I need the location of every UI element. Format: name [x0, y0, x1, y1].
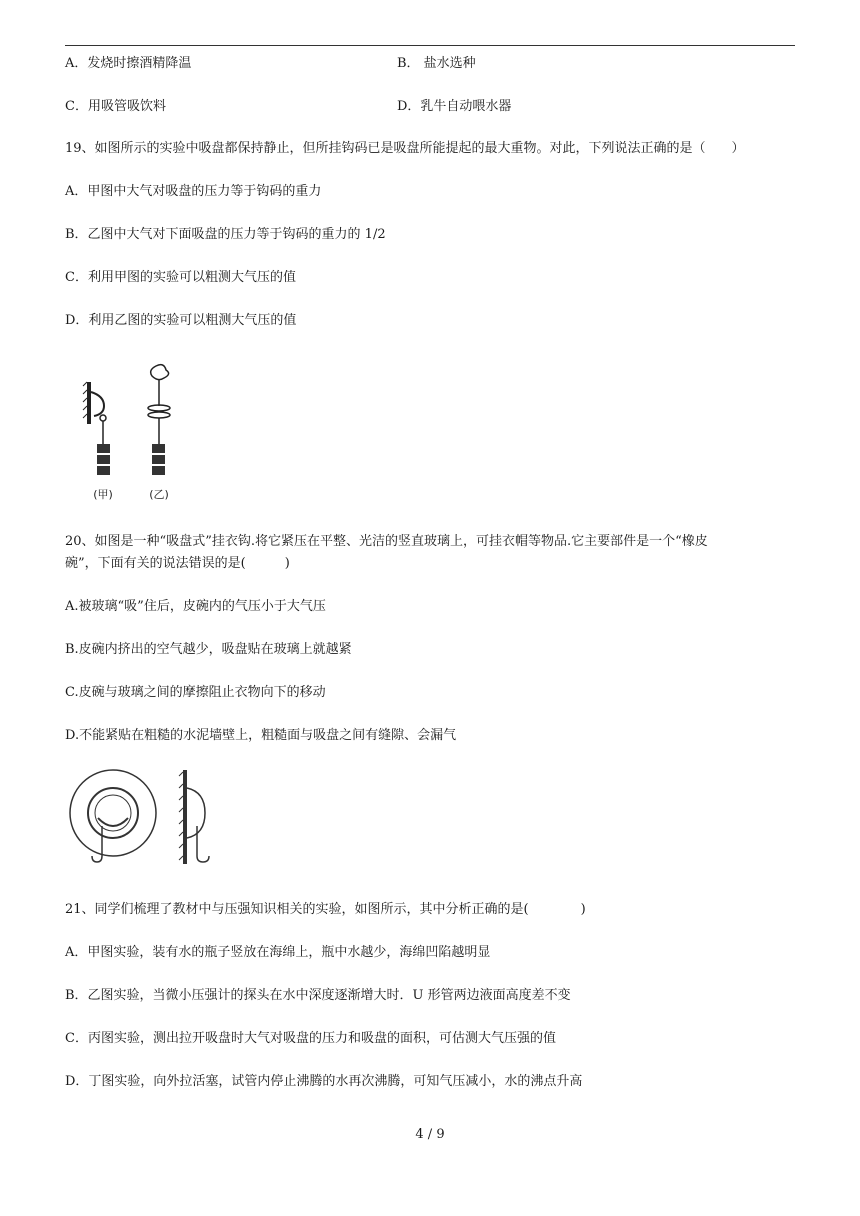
header-rule	[65, 45, 795, 46]
q21-option-b: B．乙图实验，当微小压强计的探头在水中深度逐渐增大时．U 形管两边液面高度差不变	[65, 988, 571, 1003]
q18-option-d: D．乳牛自动喂水器	[397, 99, 512, 114]
q20-option-a: A.被玻璃“吸”住后，皮碗内的气压小于大气压	[65, 599, 326, 614]
q21-option-a: A．甲图实验，装有水的瓶子竖放在海绵上，瓶中水越少，海绵凹陷越明显	[65, 945, 491, 960]
fig-label-yi: (乙)	[149, 488, 169, 501]
suction-hook-figure	[65, 768, 235, 868]
q19-option-c: C．利用甲图的实验可以粗测大气压的值	[65, 270, 296, 285]
q18-option-c: C．用吸管吸饮料	[65, 99, 166, 114]
q21-option-d: D．丁图实验，向外拉活塞，试管内停止沸腾的水再次沸腾，可知气压减小，水的沸点升高	[65, 1074, 583, 1089]
fig-label-jia: (甲)	[93, 488, 113, 501]
q18-option-b: B． 盐水选种	[397, 56, 476, 71]
q20-stem-line1: 20、如图是一种“吸盘式”挂衣钩.将它紧压在平整、光洁的竖直玻璃上，可挂衣帽等物品.它主要部件是一个“橡皮	[65, 534, 708, 549]
q20-option-d: D.不能紧贴在粗糙的水泥墙壁上，粗糙面与吸盘之间有缝隙、会漏气	[65, 728, 457, 743]
q19-option-b: B．乙图中大气对下面吸盘的压力等于钩码的重力的 1/2	[65, 227, 386, 242]
q19-option-d: D．利用乙图的实验可以粗测大气压的值	[65, 313, 297, 328]
q18-option-a: A．发烧时擦酒精降温	[65, 56, 192, 71]
q20-option-c: C.皮碗与玻璃之间的摩擦阻止衣物向下的移动	[65, 685, 326, 700]
q21-stem: 21、同学们梳理了教材中与压强知识相关的实验，如图所示，其中分析正确的是( )	[65, 902, 586, 917]
q21-option-c: C．丙图实验，测出拉开吸盘时大气对吸盘的压力和吸盘的面积，可估测大气压强的值	[65, 1031, 556, 1046]
q20-option-b: B.皮碗内挤出的空气越少，吸盘贴在玻璃上就越紧	[65, 642, 352, 657]
suction-cup-weights-figure	[80, 360, 190, 505]
q19-stem: 19、如图所示的实验中吸盘都保持静止，但所挂钩码已是吸盘所能提起的最大重物。对此，下列说法正确的是（ ）	[65, 141, 745, 156]
q19-option-a: A．甲图中大气对吸盘的压力等于钩码的重力	[65, 184, 322, 199]
q20-stem-line2: 碗”，下面有关的说法错误的是( )	[65, 556, 290, 571]
page-number: 4 / 9	[415, 1127, 445, 1142]
